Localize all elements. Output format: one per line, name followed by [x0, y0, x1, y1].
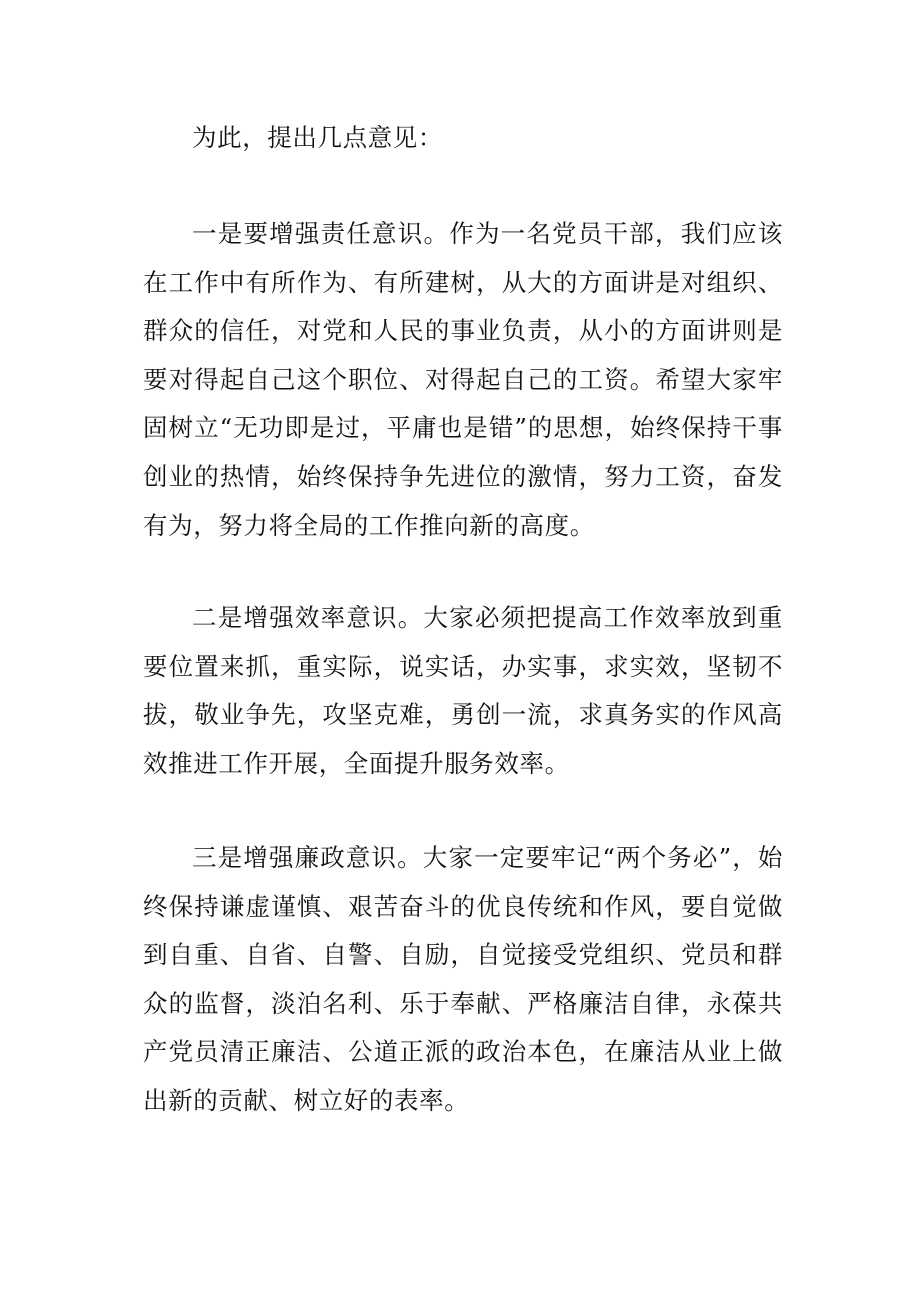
- paragraph-integrity: 三是增强廉政意识。大家一定要牢记“两个务必”，始终保持谦虚谨慎、艰苦奋斗的优良传统和作风，要自觉做到自重、自省、自警、自励，自觉接受党组织、党员和群众的监督，淡泊名利、乐于奉献、严格廉洁自律，永葆共产党员清正廉洁、公道正派的政治本色，在廉洁从业上做出新的贡献、树立好的表率。: [143, 843, 783, 1115]
- paragraph-intro: 为此，提出几点意见：: [192, 123, 443, 152]
- paragraph-efficiency: 二是增强效率意识。大家必须把提高工作效率放到重要位置来抓，重实际，说实话，办实事，求实效，坚韧不拔，敬业争先，攻坚克难，勇创一流，求真务实的作风高效推进工作开展，全面提升服务效率。: [143, 603, 783, 778]
- paragraph-responsibility: 一是要增强责任意识。作为一名党员干部，我们应该在工作中有所作为、有所建树，从大的方面讲是对组织、群众的信任，对党和人民的事业负责，从小的方面讲则是要对得起自己这个职位、对得起自己的工资。希望大家牢固树立“无功即是过，平庸也是错”的思想，始终保持干事创业的热情，始终保持争先进位的激情，努力工资，奋发有为，努力将全局的工作推向新的高度。: [143, 219, 783, 540]
